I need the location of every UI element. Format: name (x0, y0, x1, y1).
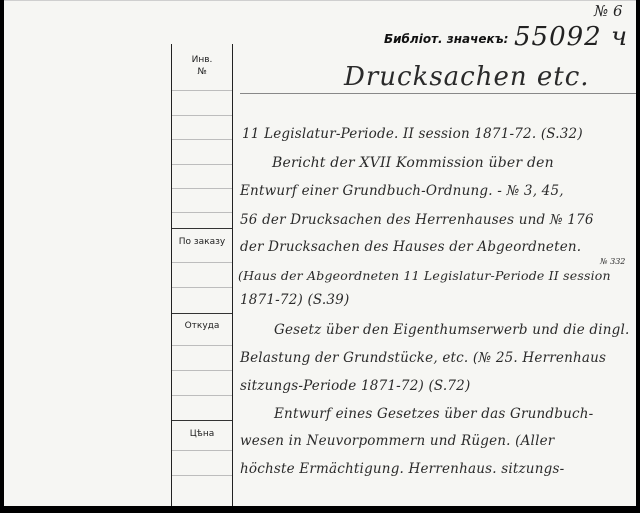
text-line: Gesetz über den Eigenthumserwerb und die dingl. (274, 322, 630, 338)
text-line: Bericht der XVII Kommission über den (272, 155, 554, 171)
index-rule (172, 475, 232, 476)
price-label: Цѣна (189, 429, 215, 439)
index-rule (172, 287, 232, 288)
card-top-edge (4, 0, 636, 1)
index-rule (172, 90, 232, 91)
index-rule (172, 450, 232, 451)
library-label: Библіот. значекъ: (384, 32, 509, 46)
index-rule (172, 164, 232, 165)
text-line: (Haus der Abgeordneten 11 Legislatur-Periode II session (238, 268, 611, 283)
index-rule (172, 115, 232, 116)
index-rule (172, 395, 232, 396)
title-underline (240, 93, 636, 94)
index-rule-strong (172, 313, 232, 314)
text-line: Entwurf einer Grundbuch-Ordnung. - № 3, 45, (240, 183, 564, 199)
index-rule (172, 345, 232, 346)
inv-label: Инв. (191, 55, 213, 65)
source-label: Откуда (184, 321, 220, 331)
inv-number-sign: № (197, 67, 207, 77)
index-rule-strong (172, 228, 232, 229)
index-column-right-border (232, 44, 233, 506)
text-line: sitzungs-Periode 1871-72) (S.72) (240, 378, 471, 394)
card-title: Drucksachen etc. (344, 62, 590, 92)
index-rule (172, 188, 232, 189)
text-line: Entwurf eines Gesetzes über das Grundbuch- (274, 406, 594, 422)
order-label: По заказу (178, 237, 226, 247)
text-line: wesen in Neuvorpommern und Rügen. (Aller (240, 433, 555, 449)
text-line: 56 der Drucksachen des Herrenhauses und № 176 (240, 212, 594, 228)
library-number: 55092 ч (514, 22, 629, 52)
text-line: der Drucksachen des Hauses der Abgeordneten. (240, 239, 582, 255)
index-rule (172, 139, 232, 140)
catalog-card (4, 0, 636, 506)
text-line: höchste Ermächtigung. Herrenhaus. sitzungs- (240, 461, 565, 477)
index-rule (172, 262, 232, 263)
superscript-note: № 332 (600, 257, 626, 266)
text-line: 11 Legislatur-Periode. II session 1871-72. (S.32) (242, 126, 583, 142)
index-rule (172, 370, 232, 371)
index-rule (172, 212, 232, 213)
index-rule-strong (172, 420, 232, 421)
text-line: Belastung der Grundstücke, etc. (№ 25. Herrenhaus (240, 350, 607, 366)
corner-number: № 6 (594, 2, 623, 20)
text-line: 1871-72) (S.39) (240, 292, 350, 308)
